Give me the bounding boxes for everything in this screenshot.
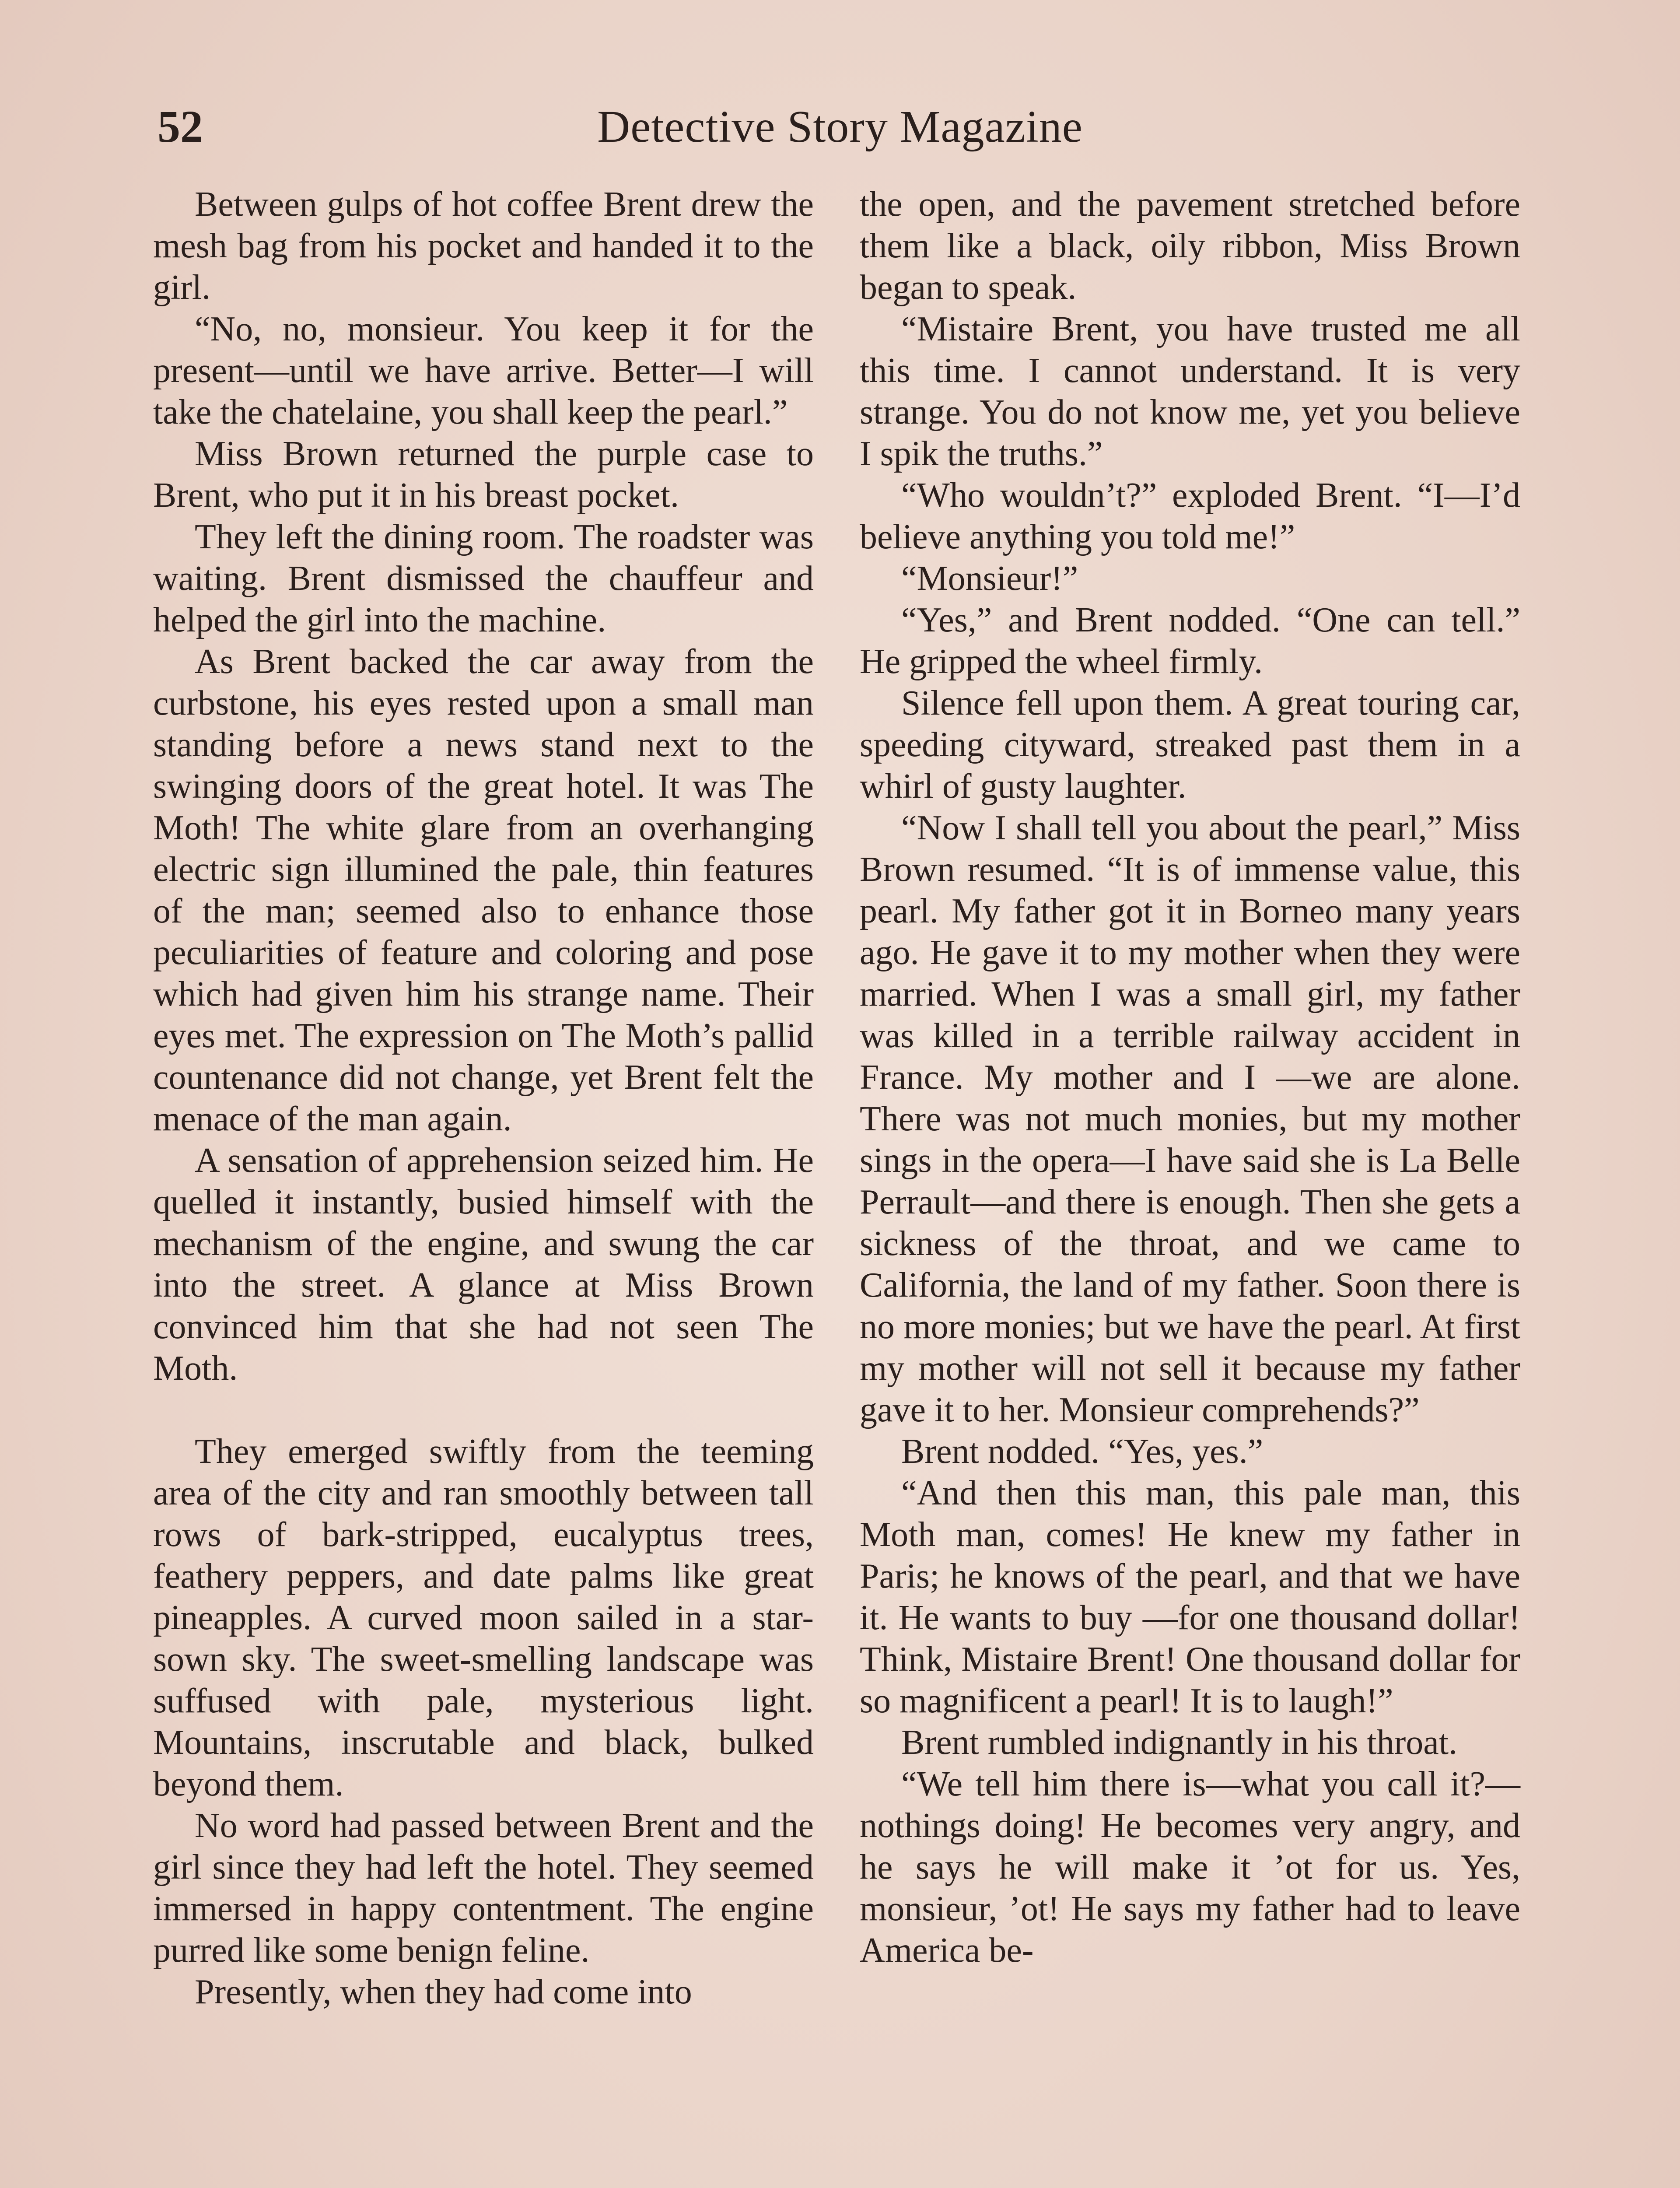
paragraph: “And then this man, this pale man, this Moth man, comes! He knew my father in Paris; he knows of the pearl, and that we have it. He wants to buy —for one thousand dollar! Think, Mistaire Brent! One thousand dollar for so magnificent a pearl! It is to laugh!”	[860, 1474, 1520, 1720]
running-title: Detective Story Magazine	[597, 102, 1083, 152]
paragraph: As Brent backed the car away from the curbstone, his eyes rested upon a small man standing before a news stand next to the swinging doors of the great hotel. It was The Moth! The white glare from an overhanging electric sign illumined the pale, thin features of the man; seemed also to enhance those peculiarities of feature and coloring and pose which had given him his strange name. Their eyes met. The expression on The Moth’s pallid countenance did not change, yet Brent felt the menace of the man again.	[153, 642, 814, 1138]
paragraph: Between gulps of hot coffee Brent drew the mesh bag from his pocket and handed it to the girl.	[153, 185, 814, 307]
paragraph: “Who wouldn’t?” exploded Brent. “I—I’d believe anything you told me!”	[860, 476, 1520, 556]
paragraph: “We tell him there is—what you call it?—nothings doing! He becomes very angry, and he says he will make it ’ot for us. Yes, monsieur, ’ot! He says my father had to leave America be-	[860, 1765, 1520, 1970]
paragraph: Silence fell upon them. A great touring car, speeding cityward, streaked past them in a whirl of gusty laughter.	[860, 684, 1520, 806]
paragraph: They left the dining room. The roadster was waiting. Brent dismissed the chauffeur and helped the girl into the machine.	[153, 518, 814, 639]
paragraph: They emerged swiftly from the teeming area of the city and ran smoothly between tall rows of bark-stripped, eucalyptus trees, feathery peppers, and date palms like great pineapples. A curved moon sailed in a star-sown sky. The sweet-smelling landscape was suffused with pale, mysterious light. Mountains, inscrutable and black, bulked beyond them.	[153, 1432, 814, 1803]
paragraph: Presently, when they had come into	[195, 1973, 692, 2011]
paragraph: “Mistaire Brent, you have trusted me all this time. I cannot understand. It is very strange. You do not know me, yet you believe I spik the truths.”	[860, 310, 1520, 473]
paragraph: Brent rumbled indignantly in his throat.	[901, 1723, 1457, 1762]
paragraph: Miss Brown returned the purple case to Brent, who put it in his breast pocket.	[153, 435, 814, 515]
paragraph: No word had passed between Brent and the girl since they had left the hotel. They seemed immersed in happy contentment. The engine purred like some benign feline.	[153, 1806, 814, 1970]
page-number: 52	[158, 102, 203, 152]
paragraph: Brent nodded. “Yes, yes.”	[901, 1432, 1264, 1471]
page-header	[149, 92, 1531, 171]
left-column	[153, 184, 814, 2013]
paragraph: “No, no, monsieur. You keep it for the present—until we have arrive. Better—I will take the chatelaine, you shall keep the pearl.”	[153, 310, 814, 431]
paragraph-continued: the open, and the pavement stretched before them like a black, oily ribbon, Miss Brown began to speak.	[860, 185, 1520, 307]
right-column	[860, 184, 1520, 1971]
paragraph: “Now I shall tell you about the pearl,” Miss Brown resumed. “It is of immense value, this pearl. My father got it in Borneo many years ago. He gave it to my mother when they were married. When I was a small girl, my father was killed in a terrible railway accident in France. My mother and I —we are alone. There was not much monies, but my mother sings in the opera—I have said she is La Belle Perrault—and there is enough. Then she gets a sickness of the throat, and we came to California, the land of my father. Soon there is no more monies; but we have the pearl. At first my mother will not sell it because my father gave it to her. Monsieur comprehends?”	[860, 809, 1520, 1429]
paragraph: “Yes,” and Brent nodded. “One can tell.” He gripped the wheel firmly.	[860, 601, 1520, 681]
paragraph: “Monsieur!”	[901, 559, 1078, 598]
paragraph: A sensation of apprehension seized him. He quelled it instantly, busied himself with the mechanism of the engine, and swung the car into the street. A glance at Miss Brown convinced him that she had not seen The Moth.	[153, 1141, 814, 1388]
